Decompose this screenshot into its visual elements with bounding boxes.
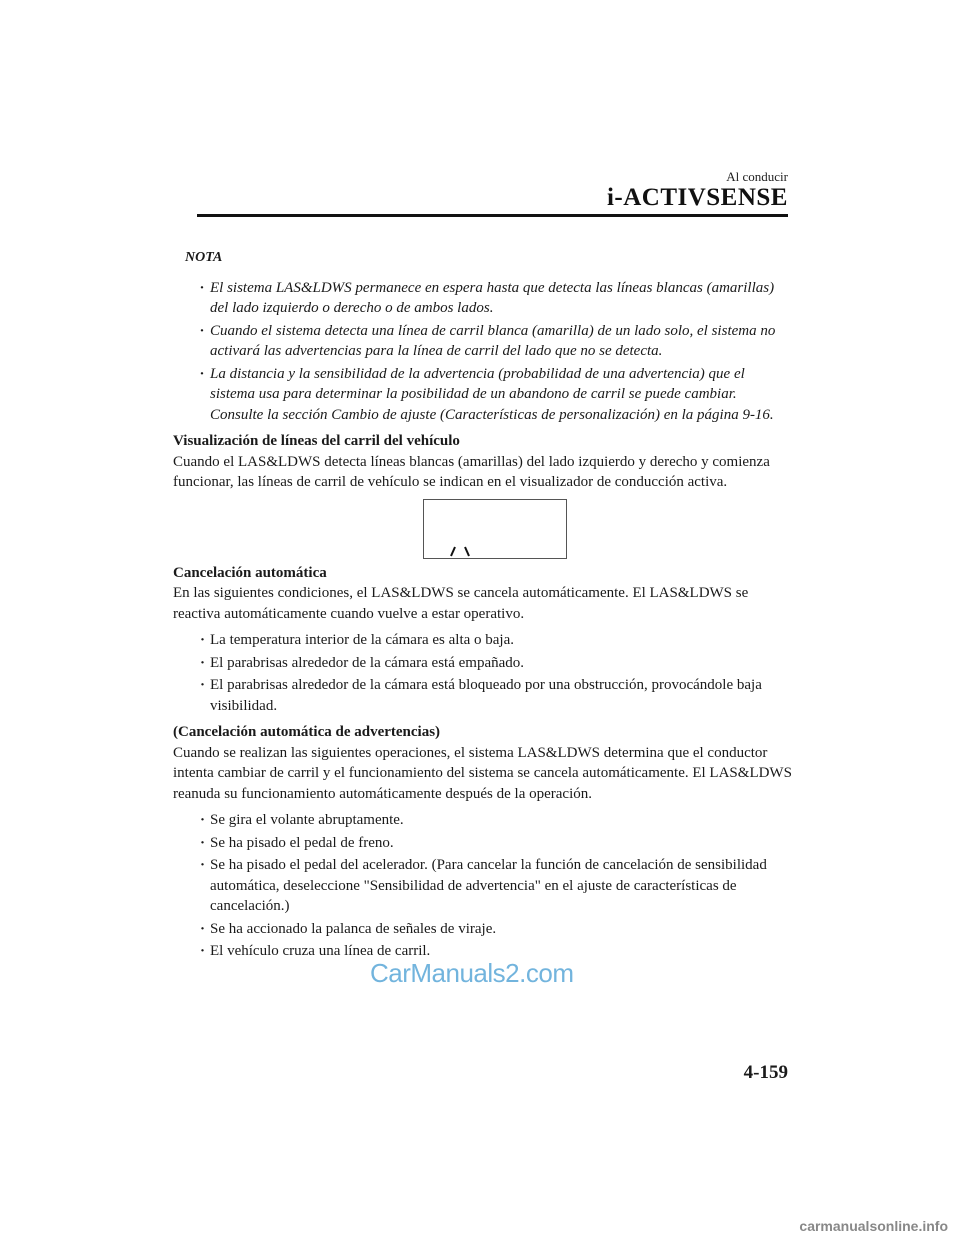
- note-title: NOTA: [185, 250, 223, 265]
- auto-cancel-list: [173, 630, 793, 716]
- warning-cancel-list: [173, 810, 793, 962]
- warning-cancel-text: Cuando se realizan las siguientes operaciones, el sistema LAS&LDWS determina que el conductor intenta cambiar de carril y el funcionamiento del sistema se cancela automáticamente. El LAS&LDWS reanuda su funcionamiento automáticamente después de la operación.: [173, 744, 792, 802]
- page-number: 4-159: [743, 1062, 788, 1083]
- list-item: · El parabrisas alrededor de la cámara está empañado.: [173, 653, 793, 674]
- note-item: · La distancia y la sensibilidad de la advertencia (probabilidad de una advertencia) que el sistema usa para determinar la posibilidad de un abandono de carril se puede cambiar. Consulte la sección Cambio de ajuste (Características de personalización) en la página 9-16.: [173, 364, 793, 426]
- page-content: [173, 248, 793, 968]
- lines-display-text: Cuando el LAS&LDWS detecta líneas blancas (amarillas) del lado izquierdo y derecho y comienza funcionar, las líneas de carril de vehículo se indican en el visualizador de conducción activa.: [173, 453, 770, 490]
- lane-lines-icon: [424, 500, 566, 558]
- lines-display-heading: Visualización de líneas del carril del vehículo: [173, 433, 460, 449]
- note-item: · El sistema LAS&LDWS permanece en espera hasta que detecta las líneas blancas (amarillas) del lado izquierdo o derecho o de ambos lados.: [173, 278, 793, 319]
- list-item: · La temperatura interior de la cámara es alta o baja.: [173, 630, 793, 651]
- active-driving-display-figure: [423, 499, 567, 559]
- list-item: · Se gira el volante abruptamente.: [173, 810, 793, 831]
- header-divider: [197, 214, 788, 217]
- list-item: · Se ha accionado la palanca de señales de viraje.: [173, 919, 793, 940]
- list-item: · Se ha pisado el pedal del acelerador. (Para cancelar la función de cancelación de sensibilidad automática, deseleccione "Sensibilidad de advertencia" en el ajuste de características de cancelación.): [173, 855, 793, 917]
- list-item: · El parabrisas alrededor de la cámara está bloqueado por una obstrucción, provocándole baja visibilidad.: [173, 675, 793, 716]
- watermark-logo: CarManuals2.com: [370, 958, 574, 988]
- section-label: Al conducir: [726, 169, 788, 184]
- auto-cancel-heading: Cancelación automática: [173, 564, 327, 581]
- warning-cancel-heading: (Cancelación automática de advertencias): [173, 724, 441, 740]
- list-item: · El vehículo cruza una línea de carril.: [173, 941, 793, 962]
- chapter-title: i-ACTIVSENSE: [606, 184, 788, 211]
- footer-site-label: carmanualsonline.info: [799, 1218, 948, 1234]
- note-list: [173, 278, 793, 426]
- auto-cancel-text: En las siguientes condiciones, el LAS&LDWS se cancela automáticamente. El LAS&LDWS se reactiva automáticamente cuando vuelve a estar operativo.: [173, 585, 749, 622]
- note-item: · Cuando el sistema detecta una línea de carril blanca (amarilla) de un lado solo, el sistema no activará las advertencias para la línea de carril del lado que no se detecta.: [173, 321, 793, 362]
- list-item: · Se ha pisado el pedal de freno.: [173, 833, 793, 854]
